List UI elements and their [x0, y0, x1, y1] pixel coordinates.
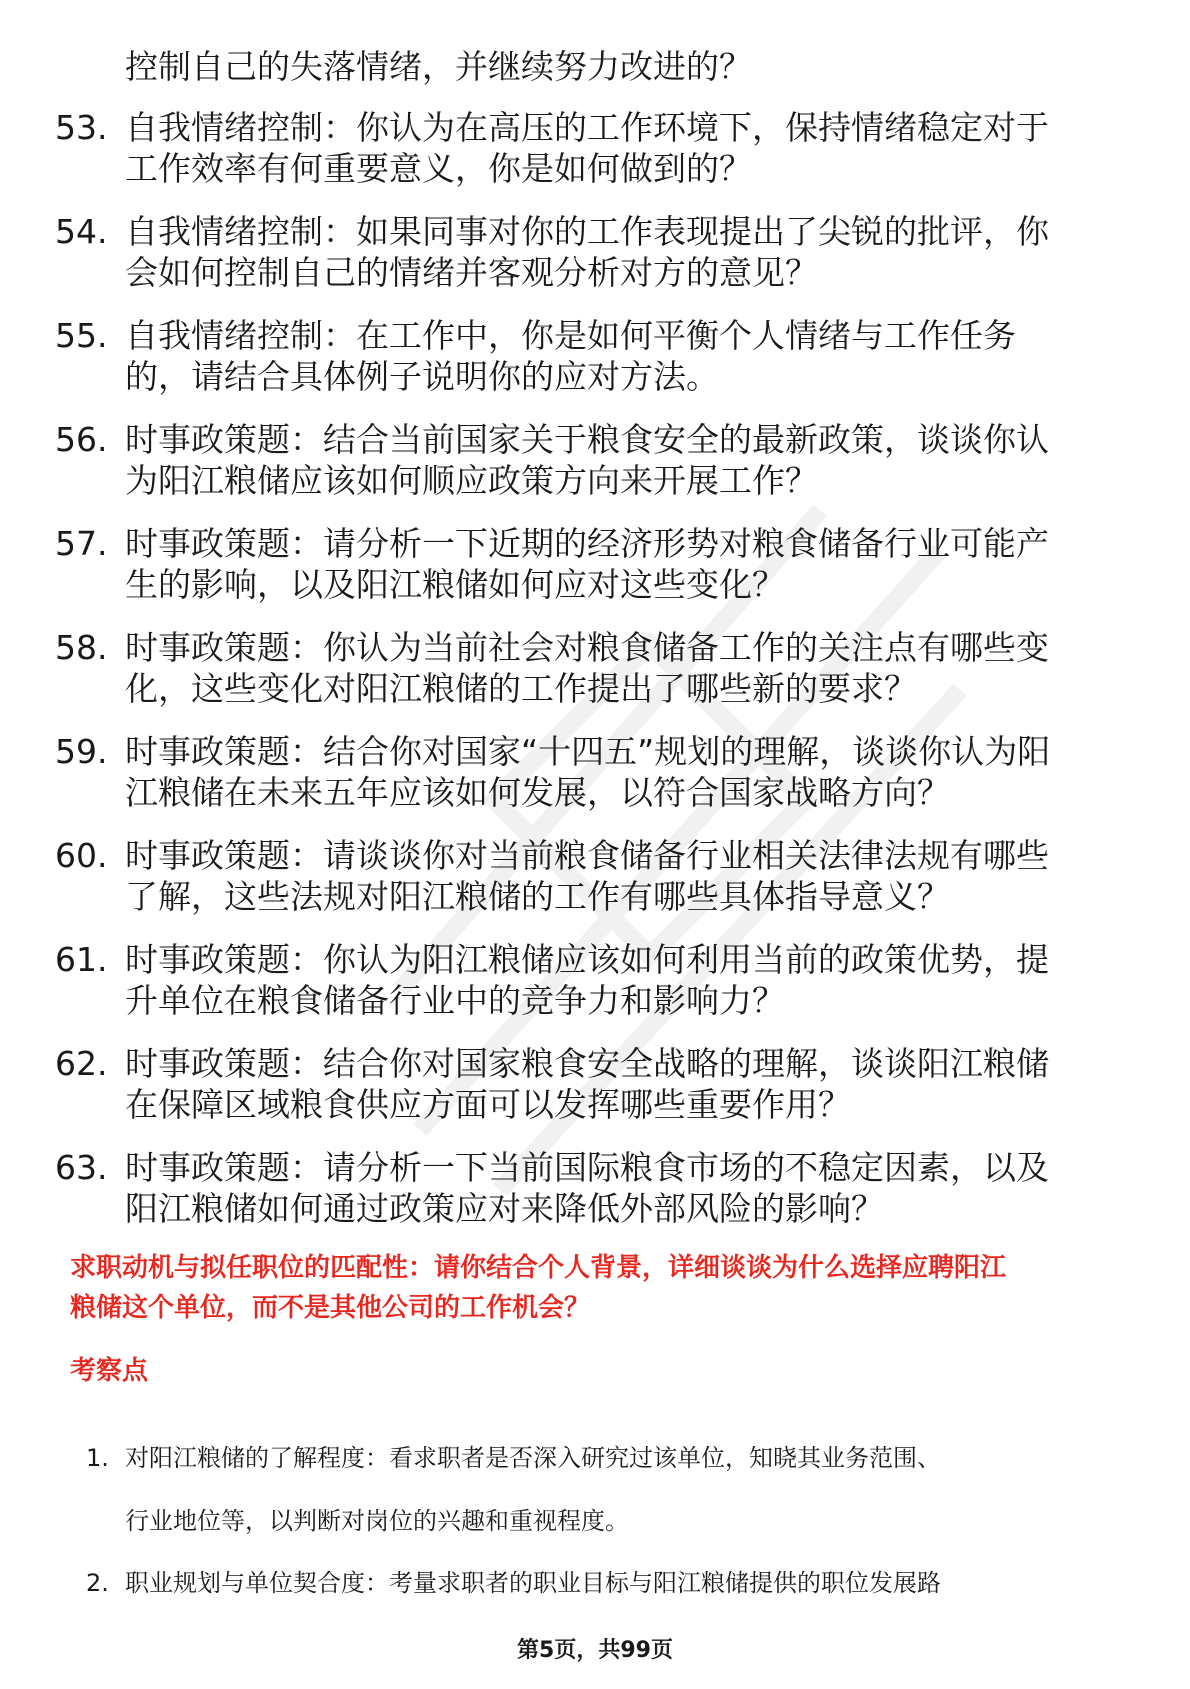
question-number: 57. [55, 524, 108, 563]
question-number: 62. [55, 1044, 108, 1083]
question-text-line1: 时事政策题：请谈谈你对当前粮食储备行业相关法律法规有哪些 [125, 836, 1049, 875]
question-list [0, 107, 1190, 1251]
question-text-line1: 时事政策题：结合你对国家粮食安全战略的理解，谈谈阳江粮储 [125, 1044, 1049, 1083]
question-text-line2: 生的影响，以及阳江粮储如何应对这些变化？ [125, 565, 785, 604]
question-item [0, 835, 1190, 939]
point-text-line2: 行业地位等，以判断对岗位的兴趣和重视程度。 [125, 1507, 629, 1535]
question-number: 63. [55, 1148, 108, 1187]
question-text-line2: 阳江粮储如何通过政策应对来降低外部风险的影响？ [125, 1189, 884, 1228]
page-footer: 第5页，共99页 [517, 1638, 673, 1663]
question-text-line1: 自我情绪控制：在工作中，你是如何平衡个人情绪与工作任务 [125, 316, 1016, 355]
question-item [0, 523, 1190, 627]
question-text-line2: 了解，这些法规对阳江粮储的工作有哪些具体指导意义？ [125, 877, 950, 916]
question-text-line2: 工作效率有何重要意义，你是如何做到的？ [125, 149, 752, 188]
point-number: 1. [86, 1444, 109, 1472]
question-number: 53. [55, 108, 108, 147]
question-text-line1: 时事政策题：你认为阳江粮储应该如何利用当前的政策优势，提 [125, 940, 1049, 979]
question-text-line2: 为阳江粮储应该如何顺应政策方向来开展工作？ [125, 461, 818, 500]
question-text-line2: 升单位在粮食储备行业中的竞争力和影响力？ [125, 981, 785, 1020]
question-text-line2: 的，请结合具体例子说明你的应对方法。 [125, 357, 719, 396]
point-number: 2. [86, 1569, 109, 1597]
question-text-line1: 自我情绪控制：如果同事对你的工作表现提出了尖锐的批评，你 [125, 212, 1049, 251]
question-number: 55. [55, 316, 108, 355]
assessment-point [0, 1439, 1190, 1564]
question-number: 54. [55, 212, 108, 251]
section-label: 考察点 [70, 1356, 149, 1386]
question-number: 58. [55, 628, 108, 667]
question-text-line1: 时事政策题：请分析一下近期的经济形势对粮食储备行业可能产 [125, 524, 1049, 563]
continuation-text: 控制自己的失落情绪，并继续努力改进的？ [125, 47, 752, 86]
question-text-line1: 时事政策题：你认为当前社会对粮食储备工作的关注点有哪些变 [125, 628, 1049, 667]
question-item [0, 1043, 1190, 1147]
question-text-line2: 江粮储在未来五年应该如何发展，以符合国家战略方向？ [125, 773, 950, 812]
question-item [0, 211, 1190, 315]
question-number: 61. [55, 940, 108, 979]
question-item [0, 939, 1190, 1043]
assessment-point [0, 1564, 1190, 1689]
highlight-question-line1: 求职动机与拟任职位的匹配性：请你结合个人背景，详细谈谈为什么选择应聘阳江 [70, 1253, 1007, 1283]
question-text-line2: 化，这些变化对阳江粮储的工作提出了哪些新的要求？ [125, 669, 917, 708]
point-text-line1: 职业规划与单位契合度：考量求职者的职业目标与阳江粮储提供的职位发展路 [125, 1569, 941, 1597]
question-item [0, 731, 1190, 835]
question-text-line1: 时事政策题：结合当前国家关于粮食安全的最新政策，谈谈你认 [125, 420, 1049, 459]
question-number: 59. [55, 732, 108, 771]
question-item [0, 1147, 1190, 1251]
question-text-line1: 时事政策题：请分析一下当前国际粮食市场的不稳定因素，以及 [125, 1148, 1049, 1187]
question-text-line1: 自我情绪控制：你认为在高压的工作环境下，保持情绪稳定对于 [125, 108, 1049, 147]
question-text-line1: 时事政策题：结合你对国家“十四五”规划的理解，谈谈你认为阳 [125, 732, 1051, 771]
highlight-question [70, 1248, 1006, 1328]
question-number: 56. [55, 420, 108, 459]
question-number: 60. [55, 836, 108, 875]
point-text-line1: 对阳江粮储的了解程度：看求职者是否深入研究过该单位，知晓其业务范围、 [125, 1444, 941, 1472]
question-item [0, 315, 1190, 419]
question-item [0, 419, 1190, 523]
question-item [0, 107, 1190, 211]
highlight-question-line2: 粮储这个单位，而不是其他公司的工作机会？ [70, 1293, 591, 1323]
question-text-line2: 会如何控制自己的情绪并客观分析对方的意见？ [125, 253, 818, 292]
question-text-line2: 在保障区域粮食供应方面可以发挥哪些重要作用？ [125, 1085, 851, 1124]
question-item [0, 627, 1190, 731]
